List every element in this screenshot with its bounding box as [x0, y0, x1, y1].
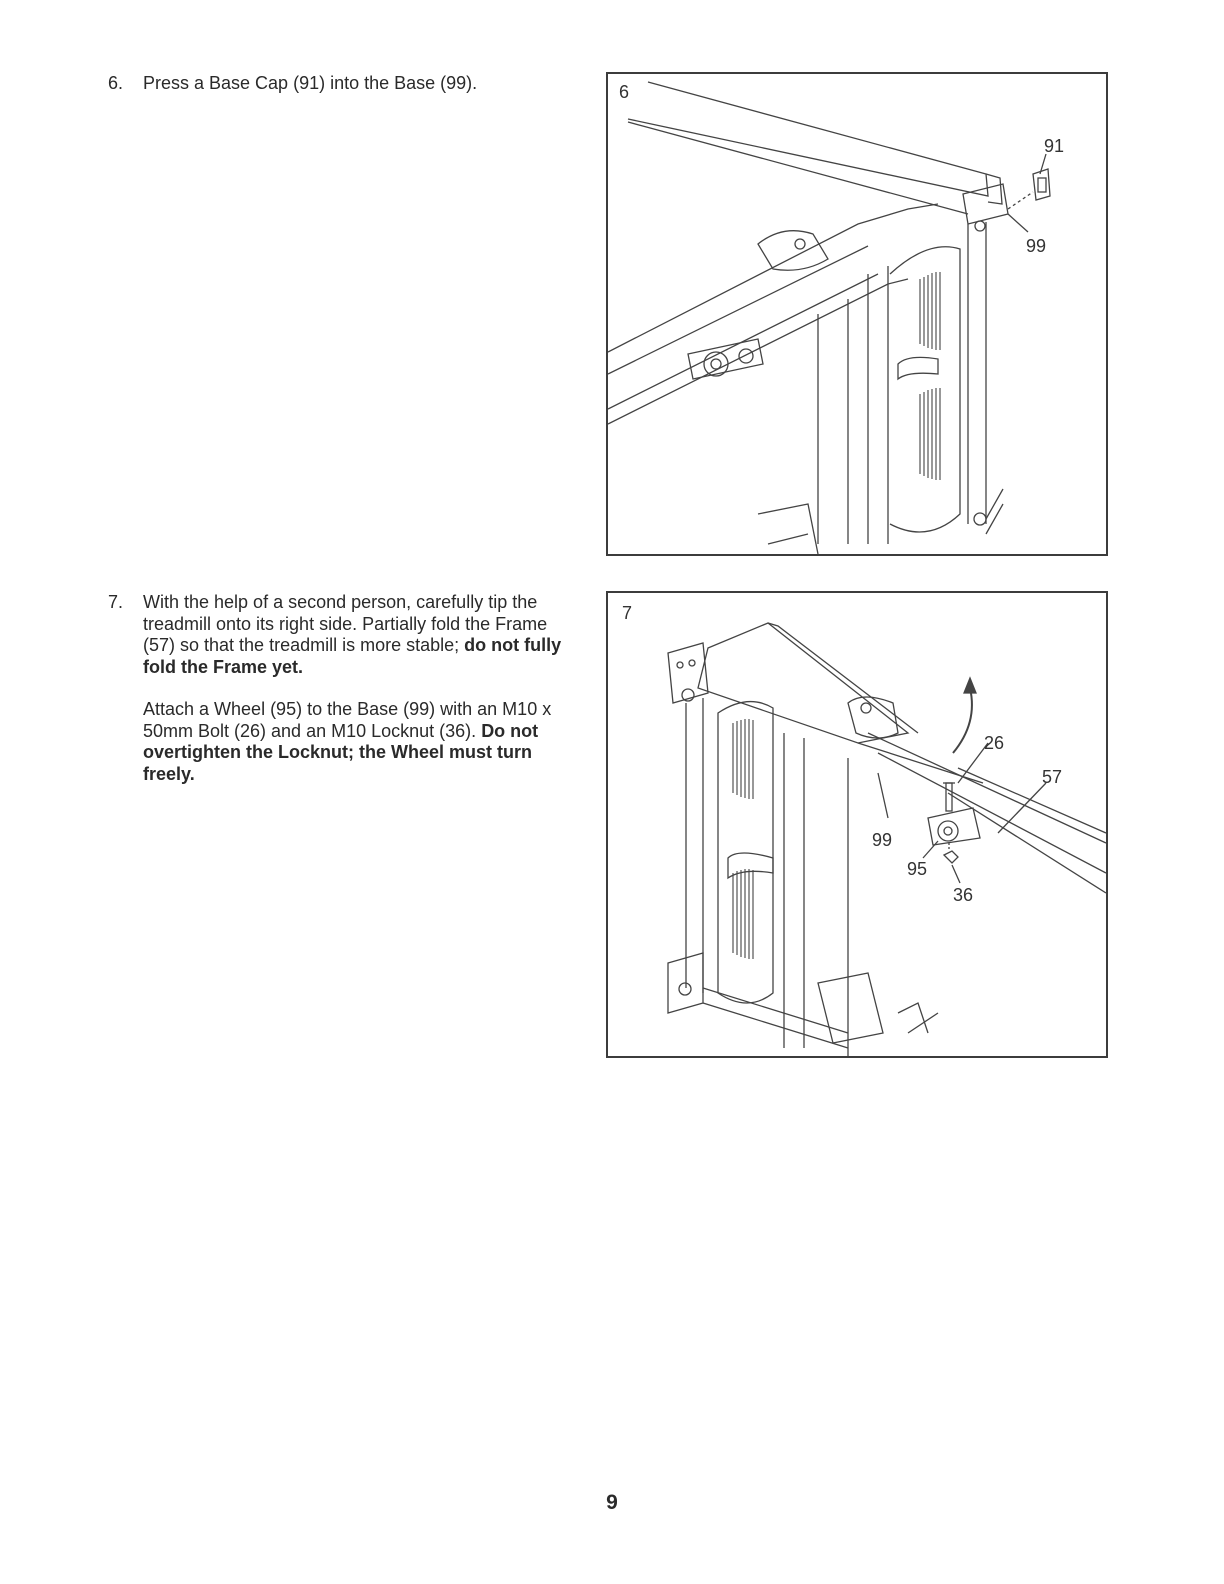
step-6-text: Press a Base Cap (91) into the Base (99). — [143, 73, 478, 93]
step-6-number: 6. — [108, 73, 124, 93]
figure-7-illustration — [608, 593, 1106, 1056]
callout-99: 99 — [1026, 236, 1047, 256]
step-7-number: 7. — [108, 592, 124, 612]
figure-6 — [606, 72, 1108, 556]
step-7 — [108, 592, 568, 785]
page-number: 9 — [606, 1491, 618, 1514]
step-7-paragraph-1-warning: do not fully fold the Frame yet. — [143, 635, 562, 677]
step-6 — [108, 73, 568, 95]
step-7-paragraph-1 — [143, 592, 568, 678]
step-7-paragraph-2-text: Attach a Wheel (95) to the Base (99) with an M10 x 50mm Bolt (26) and an M10 Locknut (36). — [143, 699, 552, 741]
callout-95: 95 — [907, 859, 928, 879]
callout-36: 36 — [953, 885, 974, 905]
figure-6-number: 6 — [619, 82, 630, 102]
figure-7-number: 7 — [622, 603, 633, 623]
step-7-paragraph-2 — [143, 699, 568, 785]
callout-57: 57 — [1042, 767, 1063, 787]
figure-6-illustration — [608, 74, 1106, 554]
callout-91: 91 — [1044, 136, 1065, 156]
step-7-paragraph-2-warning: Do not overtighten the Locknut; the Wheel must turn freely. — [143, 720, 539, 784]
figure-7 — [606, 591, 1108, 1058]
step-7-paragraph-1-text: With the help of a second person, carefully tip the treadmill onto its right side. Partially fold the Frame (57) so that the treadmill is more stable; — [143, 592, 548, 655]
callout-99-fig7: 99 — [872, 830, 893, 850]
callout-26: 26 — [984, 733, 1005, 753]
